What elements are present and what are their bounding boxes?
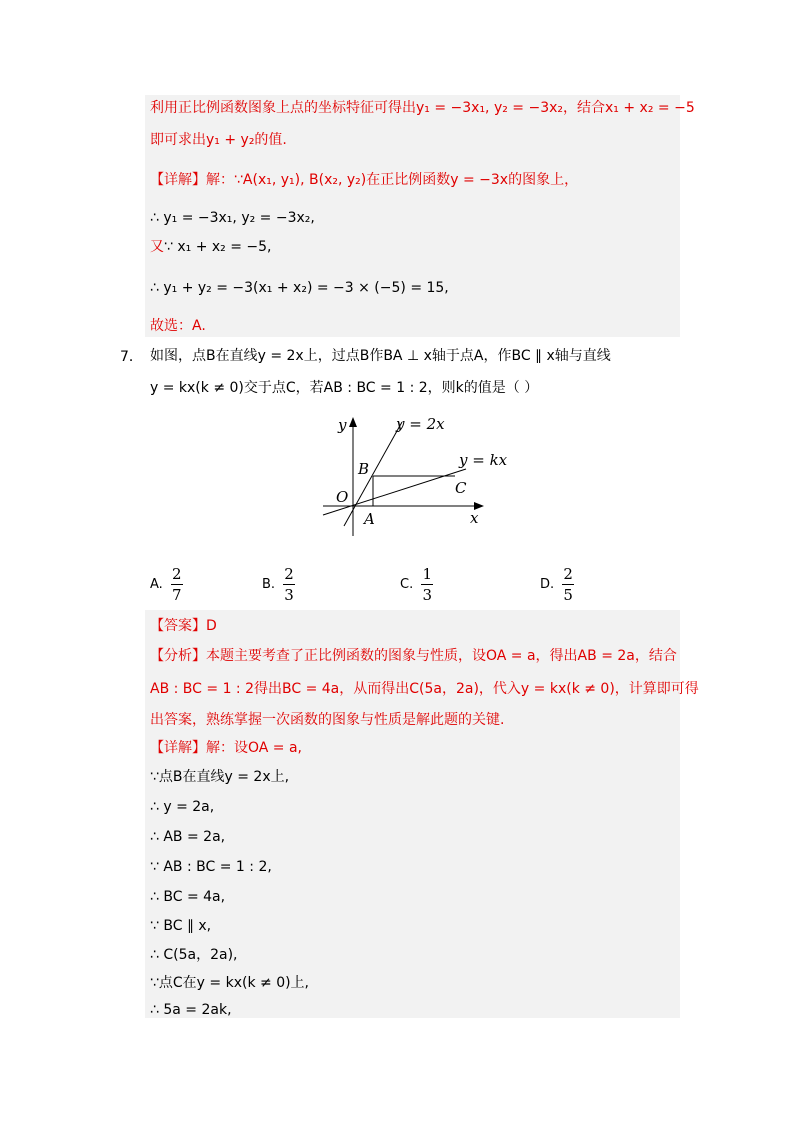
- option-b-fraction: [283, 565, 295, 604]
- detail-step: ∵ BC ∥ x,: [150, 918, 212, 934]
- detail-step: ∵点C在y = kx(k ≠ 0)上,: [150, 975, 310, 991]
- option-c[interactable]: [400, 565, 433, 604]
- detail-tag: 【详解】: [150, 740, 206, 756]
- option-b[interactable]: [262, 565, 295, 604]
- prev-detail-tag: 【详解】: [150, 172, 206, 188]
- fraction-bar: [562, 584, 574, 585]
- detail-step: ∴ 5a = 2ak,: [150, 1002, 232, 1018]
- question-text-line2: y = kx(k ≠ 0)交于点C，若AB : BC = 1 : 2，则k的值是（ ）: [150, 380, 539, 396]
- label-line-kx: y = kx: [459, 451, 508, 469]
- option-d-numerator: 2: [563, 565, 573, 583]
- prev-step2: [150, 237, 272, 257]
- detail-step: ∴ AB = 2a,: [150, 829, 226, 845]
- question-figure: [318, 412, 518, 542]
- y-axis-arrow: [349, 417, 357, 427]
- prev-step3: ∴ y₁ + y₂ = −3(x₁ + x₂) = −3 × (−5) = 15,: [150, 280, 449, 296]
- analysis-line1: [150, 646, 677, 666]
- prev-step2-prefix: 又: [150, 239, 164, 255]
- answer-tag: 【答案】: [150, 618, 206, 634]
- label-c: C: [455, 479, 467, 497]
- prev-step2-text: ∵ x₁ + x₂ = −5,: [164, 239, 272, 255]
- label-b: B: [358, 460, 370, 478]
- detail-step: ∴ y = 2a,: [150, 799, 215, 815]
- label-o: O: [336, 488, 349, 506]
- prev-detail-intro: [150, 170, 578, 190]
- prev-detail-text: 解：∵A(x₁, y₁), B(x₂, y₂)在正比例函数y = −3x的图象上，: [206, 172, 579, 188]
- detail-step: ∴ BC = 4a,: [150, 889, 226, 905]
- option-c-label: C.: [400, 577, 414, 592]
- detail-intro: [150, 738, 302, 758]
- option-d-denominator: 5: [563, 586, 573, 604]
- question-text-line1: 如图，点B在直线y = 2x上，过点B作BA ⊥ x轴于点A，作BC ∥ x轴与直线: [150, 348, 611, 364]
- fraction-bar: [171, 584, 183, 585]
- option-d[interactable]: [540, 565, 574, 604]
- detail-step: ∴ C(5a，2a),: [150, 947, 238, 963]
- answer-line: [150, 616, 217, 636]
- analysis-line3: 出答案，熟练掌握一次函数的图象与性质是解此题的关键.: [150, 712, 505, 728]
- option-a[interactable]: [150, 565, 183, 604]
- option-c-numerator: 1: [422, 565, 432, 583]
- label-y-axis: y: [338, 416, 347, 434]
- option-b-denominator: 3: [284, 586, 294, 604]
- fraction-bar: [421, 584, 433, 585]
- analysis-line2: AB : BC = 1 : 2得出BC = 4a，从而得出C(5a，2a)，代入y = kx(k ≠ 0)，计算即可得: [150, 681, 699, 697]
- detail-step: ∵点B在直线y = 2x上,: [150, 769, 290, 785]
- answer-value: D: [206, 618, 217, 634]
- option-d-label: D.: [540, 577, 555, 592]
- prev-step1: ∴ y₁ = −3x₁, y₂ = −3x₂,: [150, 210, 315, 226]
- prev-conclusion: 故选：A.: [150, 318, 206, 334]
- fraction-bar: [283, 584, 295, 585]
- option-a-label: A.: [150, 577, 163, 592]
- option-a-numerator: 2: [172, 565, 182, 583]
- label-line-2x: y = 2x: [396, 415, 445, 433]
- option-d-fraction: [562, 565, 574, 604]
- detail-intro-text: 解：设OA = a,: [206, 740, 303, 756]
- option-c-denominator: 3: [422, 586, 432, 604]
- prev-analysis-line1: 利用正比例函数图象上点的坐标特征可得出y₁ = −3x₁, y₂ = −3x₂，结合x₁ + x₂ = −5: [150, 100, 695, 116]
- analysis-text1: 本题主要考查了正比例函数的图象与性质，设OA = a，得出AB = 2a，结合: [206, 648, 677, 664]
- option-b-numerator: 2: [284, 565, 294, 583]
- question-number: 7．: [120, 349, 143, 365]
- option-a-denominator: 7: [172, 586, 182, 604]
- option-a-fraction: [171, 565, 183, 604]
- prev-analysis-line2: 即可求出y₁ + y₂的值.: [150, 132, 287, 148]
- detail-step: ∵ AB : BC = 1 : 2,: [150, 859, 272, 875]
- label-x-axis: x: [470, 509, 479, 527]
- option-b-label: B.: [262, 577, 276, 592]
- label-a: A: [364, 510, 375, 528]
- analysis-tag: 【分析】: [150, 648, 206, 664]
- option-c-fraction: [421, 565, 433, 604]
